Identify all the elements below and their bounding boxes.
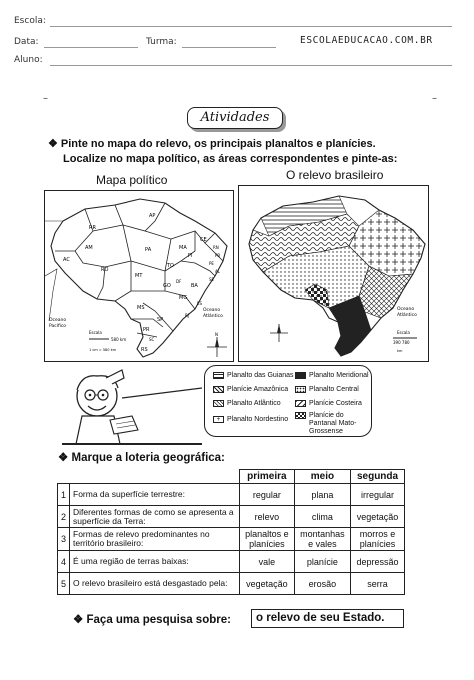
state-label-pa: PA <box>145 247 152 253</box>
site-url: ESCOLAEDUCACAO.COM.BR <box>300 35 433 46</box>
lottery-heading: ❖ Marque a loteria geográfica: <box>58 452 225 464</box>
hatch-swatch-icon <box>213 372 224 379</box>
option-cell[interactable]: vegetação <box>351 506 405 528</box>
relief-map-drawing <box>239 186 429 362</box>
class-field[interactable] <box>182 47 276 48</box>
legend-item-costeira: Planície Costeira <box>295 400 362 407</box>
state-label-rr: RR <box>89 225 96 231</box>
school-label: Escola: <box>14 16 46 26</box>
dash-right: – <box>432 93 437 104</box>
state-label-sc: SC <box>149 337 155 342</box>
state-label-pb: PB <box>215 253 221 258</box>
legend-item-pantanal: Planície do Pantanal Mato-Grossense <box>295 412 369 436</box>
legend-item-meridional: Planalto Meridional <box>295 372 369 379</box>
state-label-ac: AC <box>63 257 70 263</box>
option-cell[interactable]: planaltos e planícies <box>240 528 295 551</box>
state-label-al: AL <box>215 269 220 274</box>
legend-item-amazonica: Planície Amazônica <box>213 386 288 393</box>
state-label-df: DF <box>176 279 182 284</box>
student-field[interactable] <box>50 65 452 66</box>
plus-swatch-icon: + <box>213 416 224 423</box>
table-row: 5 O relevo brasileiro está desgastado pela: vegetação erosão serra <box>58 573 405 595</box>
dots-swatch-icon <box>295 386 306 393</box>
state-label-ap: AP <box>149 213 156 219</box>
pacific-ocean-label-1: Oceano <box>49 318 67 323</box>
relief-atlantic-label-1: Oceano <box>397 307 415 312</box>
political-map[interactable] <box>44 190 234 362</box>
legend-item-central: Planalto Central <box>295 386 359 393</box>
option-cell[interactable]: irregular <box>351 484 405 506</box>
state-label-ro: RO <box>101 267 109 273</box>
research-answer-box[interactable]: o relevo de seu Estado. <box>251 609 404 628</box>
checker-swatch-icon <box>295 412 306 419</box>
option-cell[interactable]: clima <box>294 506 350 528</box>
state-label-ms: MS <box>137 305 145 311</box>
legend-item-atlantico: Planalto Atlântico <box>213 400 281 407</box>
relief-scale-km: 390 780 <box>393 340 410 345</box>
state-label-rn: RN <box>213 245 219 250</box>
state-label-es: ES <box>197 301 203 306</box>
relief-scale-label: Escala <box>397 330 410 335</box>
relief-scale-unit: km <box>397 349 403 353</box>
political-scale-ratio: 1 cm = 580 km <box>89 348 117 352</box>
legend-item-nordestino: + Planalto Nordestino <box>213 416 288 423</box>
political-map-title: Mapa político <box>96 173 168 187</box>
option-cell[interactable]: vegetação <box>240 573 295 595</box>
state-label-pe: PE <box>209 261 214 266</box>
state-label-ba: BA <box>191 283 198 289</box>
state-label-ma: MA <box>179 245 187 251</box>
option-cell[interactable]: planície <box>294 551 350 573</box>
column-meio: meio <box>294 470 350 484</box>
student-label: Aluno: <box>14 55 43 65</box>
table-row: 1 Forma da superfície terrestre: regular plana irregular <box>58 484 405 506</box>
wave-swatch-icon <box>213 386 224 393</box>
atlantic-ocean-label-1: Oceano <box>203 308 221 313</box>
option-cell[interactable]: erosão <box>294 573 350 595</box>
svg-text:N: N <box>215 332 218 337</box>
relief-map[interactable] <box>238 185 429 362</box>
lottery-table <box>57 469 405 595</box>
state-label-am: AM <box>85 245 93 251</box>
pacific-ocean-label-2: Pacífico <box>49 324 67 329</box>
relief-compass-rose-icon <box>270 324 288 342</box>
state-label-sp: SP <box>157 317 164 323</box>
political-map-drawing <box>45 191 234 362</box>
state-label-mt: MT <box>135 273 143 279</box>
political-scale-km: 580 km <box>111 337 127 342</box>
table-row: 3 Formas de relevo predominantes no território brasileiro: planaltos e planícies montanhas e vales morros e planícies <box>58 528 405 551</box>
date-field[interactable] <box>44 47 138 48</box>
option-cell[interactable]: vale <box>240 551 295 573</box>
option-cell[interactable]: morros e planícies <box>351 528 405 551</box>
lottery-header-row <box>58 470 405 484</box>
research-prompt: ❖ Faça uma pesquisa sobre: <box>73 614 231 626</box>
compass-rose-icon <box>207 332 227 357</box>
state-label-se: SE <box>209 277 215 282</box>
option-cell[interactable]: depressão <box>351 551 405 573</box>
state-label-pr: PR <box>143 327 150 333</box>
date-label: Data: <box>14 37 39 47</box>
state-label-pi: PI <box>188 253 193 259</box>
column-segunda: segunda <box>351 470 405 484</box>
relief-map-title: O relevo brasileiro <box>286 168 384 182</box>
relief-atlantic-label-2: Atlântico <box>397 313 417 318</box>
option-cell[interactable]: montanhas e vales <box>294 528 350 551</box>
table-row: 2 Diferentes formas de como se apresenta a superfície da Terra: relevo clima vegetação <box>58 506 405 528</box>
instruction-line-2: Localize no mapa político, as áreas correspondentes e pinte-as: <box>63 153 398 165</box>
instruction-line-1: ❖ Pinte no mapa do relevo, os principais planaltos e planícies. <box>48 138 376 150</box>
table-row: 4 É uma região de terras baixas: vale planície depressão <box>58 551 405 573</box>
option-cell[interactable]: serra <box>351 573 405 595</box>
leaf-swatch-icon <box>295 400 306 407</box>
state-label-to: TO <box>167 263 174 269</box>
option-cell[interactable]: plana <box>294 484 350 506</box>
state-label-rj: RJ <box>185 313 189 318</box>
state-label-rs: RS <box>141 347 148 353</box>
relief-legend <box>204 365 372 437</box>
option-cell[interactable]: relevo <box>240 506 295 528</box>
atlantic-ocean-label-2: Atlântico <box>203 314 223 319</box>
state-label-ce: CE <box>200 237 207 243</box>
solid-swatch-icon <box>295 372 306 379</box>
school-field[interactable] <box>50 26 452 27</box>
state-label-go: GO <box>163 283 171 289</box>
class-label: Turma: <box>146 37 177 47</box>
option-cell[interactable]: regular <box>240 484 295 506</box>
student-illustration <box>62 368 202 446</box>
legend-item-guianas: Planalto das Guianas <box>213 372 294 379</box>
dash-left: – <box>43 93 48 104</box>
column-primeira: primeira <box>240 470 295 484</box>
state-label-mg: MG <box>179 295 188 301</box>
grid-swatch-icon <box>213 400 224 407</box>
activities-banner: Atividades <box>187 107 283 129</box>
political-scale-label: Escala <box>89 330 102 335</box>
